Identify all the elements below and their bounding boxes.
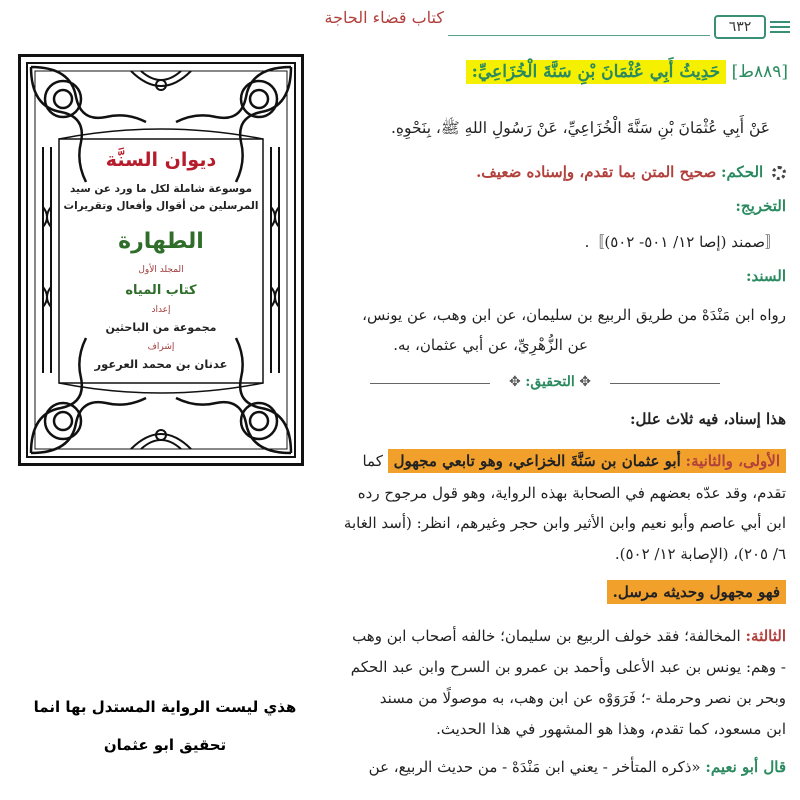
tahqiq-intro: هذا إسناد، فيه ثلاث علل: [630,410,786,428]
cover-prepared-by: مجموعة من الباحثين [105,321,217,334]
flourish-icon: ✥ [509,374,521,390]
sanad-line-2: عن الزُّهْرِيِّ، عن أبي عثمان، به. [393,336,588,354]
cover-subtitle: موسوعة شاملة لكل ما ورد عن سيد المرسلين من أقوال وأفعال وتقريرات [63,183,259,212]
illa1-line-2: تقدم، وقد عدّه بعضهم في الصحابة بهذه الرواية، وهو قول مرجوح رده [357,484,786,502]
cover-prepared-label: إعداد [151,305,171,315]
takhrij-label: التخريج: [735,197,786,215]
ruling-row [476,163,786,181]
ruling-text: صحيح المتن بما تقدم، وإسناده ضعيف. [476,163,717,181]
illa3-line-4: ابن مسعود، كما تقدم، وهذا هو المشهور في هذا الحديث. [436,720,786,738]
hadith-number: [٨٨٩ط] [731,62,788,82]
abu-nuaym-line [369,758,786,776]
running-header-title: كتاب قضاء الحاجة [324,8,444,27]
note-line-2: تحقيق ابو عثمان [103,736,227,754]
illa1-line-4: ٦/ ٢٠٥)، (الإصابة ١٢/ ٥٠٢). [614,545,786,563]
takhrij-text: 〚صمند (إصا ١٢/ ٥٠١- ٥٠٢)〛. [584,233,780,251]
cover-volume: المجلد الأول [138,265,184,275]
illa3-line-1 [352,627,786,645]
illa1-label: الأولى، والثانية: [685,452,780,470]
illa1-line-1 [362,452,786,470]
sanad-label: السند: [745,267,786,285]
note-line-1: هذي ليست الرواية المستدل بها انما [33,698,297,716]
hadith-title: حَدِيثُ أَبِي عُثْمَانَ بْنِ سَنَّةَ الْخُزَاعِيِّ: [466,60,727,84]
page-number-badge: ٦٣٢ [714,15,766,39]
cover-ornamental-frame [21,57,301,463]
header-ornament-icon [768,18,792,36]
illa1-highlight: أبو عثمان بن سَنَّةَ الخزاعي، وهو تابعي مجهول [393,452,681,470]
cover-book-title: الطهارة [118,229,204,254]
tahqiq-rule-left [370,383,490,384]
header-rule [448,35,710,36]
illa1-highlight-box [388,449,786,473]
ruling-label: الحكم: [720,163,764,181]
cover-chapter: كتاب المياه [125,283,197,298]
cover-supervision-label: إشراف [147,342,175,352]
illa1-conclusion: فهو مجهول وحديثه مرسل. [607,580,786,604]
hadith-heading [466,62,788,82]
tahqiq-rule-right [610,383,720,384]
tahqiq-label: التحقيق: [525,374,575,390]
illa3-label: الثالثة: [745,627,786,645]
cover-series-title: ديوان السنَّة [105,149,217,171]
gear-bullet-icon [772,166,786,180]
illa3-line-2: - وهم: يونس بن عبد الأعلى وأحمد بن عمرو بن السرح وابن عبد الحكم [350,658,786,676]
hadith-text: عَنْ أَبِي عُثْمَانَ بْنِ سَنَّةَ الْخُزَاعِيِّ، عَنْ رَسُولِ اللهِ ﷺ، بِنَحْوِهِ. [390,119,770,137]
illa3-line-3: وبحر بن نصر وحرملة -؛ فَرَوَوْه عن ابن وهب، به موصولًا من مسند [379,689,786,707]
sanad-line-1: رواه ابن مَنْدَهْ من طريق الربيع بن سليمان، عن ابن وهب، عن يونس، [362,306,786,324]
abu-nuaym-text: «ذكره المتأخر - يعني ابن مَنْدَهْ - من حديث الربيع، عن [368,758,701,776]
abu-nuaym-label: قال أبو نعيم: [705,758,786,776]
illa3-text: المخالفة؛ فقد خولف الربيع بن سليمان؛ خالفه أصحاب ابن وهب [352,627,741,645]
tahqiq-heading [490,374,610,390]
illa1-line-3: ابن أبي عاصم وأبو نعيم وابن الأثير وابن حجر وغيرهم، انظر: (أسد الغابة [343,514,786,532]
illa1-tail: كما [362,452,383,470]
book-cover-image [18,54,304,466]
flourish-icon: ✥ [579,374,591,390]
illa1-conclusion-row [607,583,786,601]
cover-author: عدنان بن محمد العرعور [94,357,228,371]
